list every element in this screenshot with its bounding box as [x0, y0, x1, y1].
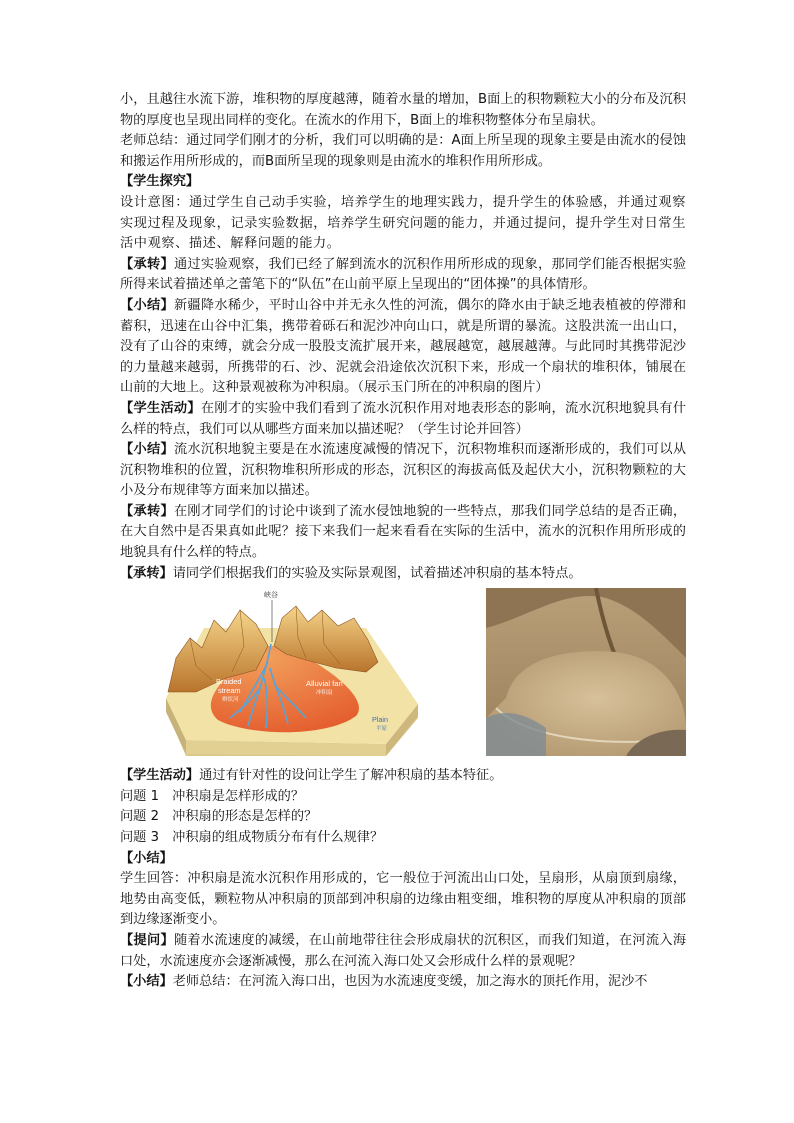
section-tag: 【承转】: [120, 503, 174, 519]
paragraph: [120, 564, 686, 585]
section-tag: 【小结】: [120, 974, 173, 990]
plain-label: Plain: [372, 715, 388, 725]
paragraph: [120, 296, 686, 399]
alluvial-fan-diagram: [156, 588, 422, 756]
paragraph: [120, 931, 686, 972]
paragraph-text: 通过有针对性的设问让学生了解冲积扇的基本特征。: [199, 768, 503, 784]
plain-label-cn: 平原: [376, 726, 388, 733]
paragraph: [120, 849, 686, 870]
section-tag: 【学生活动】: [120, 768, 200, 784]
braided-label-1: Braided: [216, 677, 242, 687]
paragraph: [120, 502, 686, 564]
paragraph-text: 随着水流速度的减缓，在山前地带往往会形成扇状的沉积区，而我们知道，在河流入海口处，水流速度亦会逐渐减慢，那么在河流入海口处又会形成什么样的景观呢？: [120, 933, 687, 969]
paragraph: [120, 972, 686, 993]
paragraph: [120, 172, 686, 193]
paragraph: [120, 787, 686, 808]
section-tag: 【承转】: [120, 565, 173, 581]
section-tag: 【小结】: [120, 850, 173, 866]
section-tag: 【小结】: [120, 442, 174, 458]
document-page: [120, 90, 686, 993]
paragraph: [120, 869, 686, 931]
paragraph-text: 在刚才同学们的讨论中谈到了流水侵蚀地貌的一些特点，那我们同学总结的是否正确，在大自然中是否果真如此呢？接下来我们一起来看看在实际的生活中，流水的沉积作用所形成的地貌具有什么样的特点。: [120, 503, 687, 561]
paragraph: [120, 766, 686, 787]
paragraph-text: 问题 1 冲积扇是怎样形成的？: [120, 788, 305, 804]
fan-label: Alluvial fan: [306, 679, 343, 689]
fan-label-cn: 冲积扇: [316, 690, 333, 697]
section-tag: 【承转】: [120, 256, 174, 272]
section-tag: 【学生活动】: [120, 400, 201, 416]
paragraph: [120, 440, 686, 502]
text-block-after-figure: [120, 766, 686, 993]
paragraph-text: 流水沉积地貌主要是在水流速度减慢的情况下，沉积物堆积而逐渐形成的，我们可以从沉积物堆积的位置，沉积物堆积所形成的形态，沉积区的海拔高低及起伏大小，沉积物颗粒的大小及分布规律等方面来加以描述。: [120, 442, 687, 499]
section-tag: 【小结】: [120, 297, 174, 313]
paragraph-text: 问题 3 冲积扇的组成物质分布有什么规律？: [120, 830, 384, 846]
paragraph: [120, 131, 686, 172]
paragraph-text: 通过实验观察，我们已经了解到流水的沉积作用所形成的现象，那同学们能否根据实验所得来试着描述单之蕾笔下的“队伍”在山前平原上呈现出的“团体操”的具体情形。: [120, 256, 687, 293]
alluvial-fan-photo: [486, 588, 686, 756]
gorge-label: 峡谷: [264, 592, 278, 600]
paragraph-text: 小，且越往水流下游，堆积物的厚度越薄，随着水量的增加，B面上的积物颗粒大小的分布及沉积物的厚度也呈现出同样的变化。在流水的作用下，B面上的堆积物整体分布呈扇状。: [120, 92, 686, 128]
text-block-before-figure: [120, 90, 686, 584]
paragraph-text: 请同学们根据我们的实验及实际景观图，试着描述冲积扇的基本特点。: [172, 565, 582, 581]
figure-row: [120, 588, 686, 760]
section-tag: 【学生探究】: [120, 174, 200, 190]
paragraph: [120, 399, 686, 440]
paragraph: [120, 255, 686, 296]
paragraph-text: 学生回答：冲积扇是流水沉积作用形成的，它一般位于河流出山口处，呈扇形，从扇顶到扇缘，地势由高变低，颗粒物从冲积扇的顶部到冲积扇的边缘由粗变细，堆积物的厚度从冲积扇的顶部到边缘逐渐变小。: [120, 871, 686, 928]
paragraph-text: 老师总结：通过同学们刚才的分析，我们可以明确的是：A面上所呈现的现象主要是由流水的侵蚀和搬运作用所形成的，而B面所呈现的现象则是由流水的堆积作用所形成。: [120, 133, 686, 169]
paragraph-text: 在刚才的实验中我们看到了流水沉积作用对地表形态的影响，流水沉积地貌具有什么样的特点，我们可以从哪些方面来加以描述呢？（学生讨论并回答）: [120, 400, 687, 437]
braided-label-cn: 辫状河: [222, 697, 239, 704]
section-tag: 【提问】: [120, 933, 174, 948]
paragraph: [120, 90, 686, 131]
paragraph: [120, 828, 686, 849]
paragraph-text: 新疆降水稀少，平时山谷中并无永久性的河流，偶尔的降水由于缺乏地表植被的停滞和蓄积，迅速在山谷中汇集，携带着砾石和泥沙冲向山口，就是所谓的暴流。这股洪流一出山口，没有了山谷的束缚，就会分成一股股支流扩展开来，越展越宽，越展越薄。与此同时其携带泥沙的力量越来越弱，所携带的石、沙、泥就会沿途依次沉积下来，形成一个扇状的堆积体，铺展在山前的大地上。这种景观被称为冲积扇。（展示玉门所在的冲积扇的图片）: [120, 297, 687, 396]
paragraph: [120, 807, 686, 828]
paragraph-text: 问题 2 冲积扇的形态是怎样的？: [120, 809, 318, 825]
paragraph-text: 老师总结：在河流入海口出，也因为水流速度变缓，加之海水的顶托作用，泥沙不: [172, 974, 648, 990]
braided-label-2: stream: [218, 686, 241, 696]
paragraph: [120, 193, 686, 255]
paragraph-text: 设计意图：通过学生自己动手实验，培养学生的地理实践力，提升学生的体验感，并通过观察实现过程及现象，记录实验数据，培养学生研究问题的能力，并通过提问，提升学生对日常生活中观察、描述、解释问题的能力。: [120, 194, 686, 252]
